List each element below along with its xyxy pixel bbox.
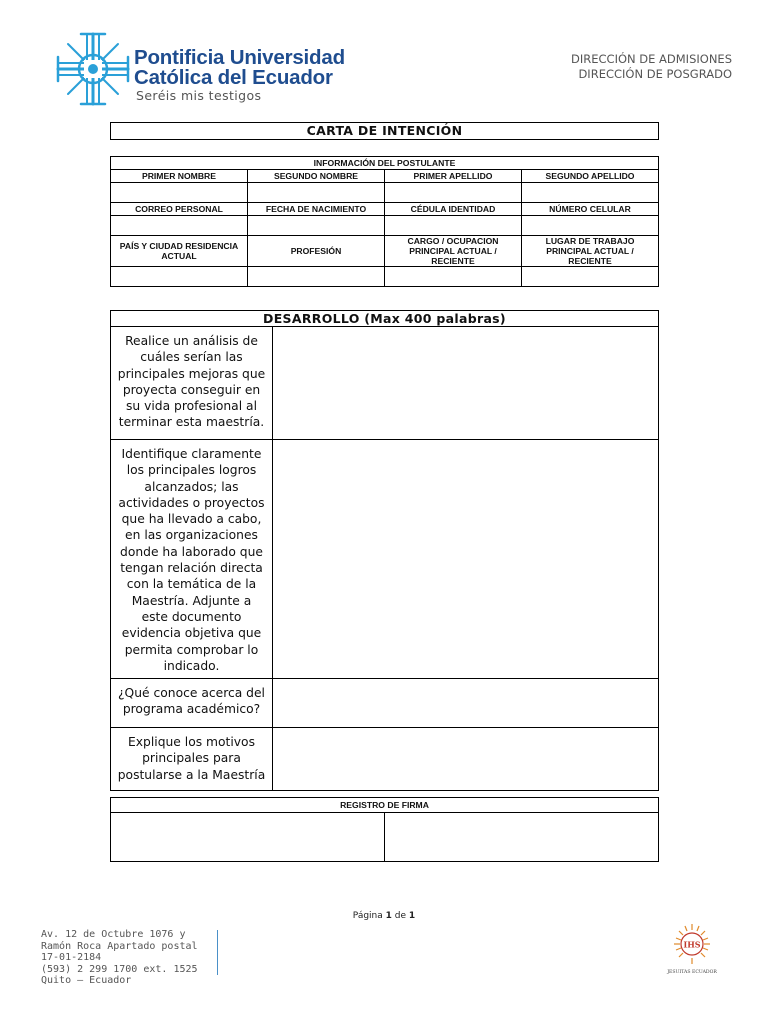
- label-lugar-trabajo: LUGAR DE TRABAJO PRINCIPAL ACTUAL / RECIENTE: [522, 236, 659, 267]
- question-motivos: Explique los motivos principales para postularse a la Maestría: [111, 728, 273, 791]
- field-lugar-trabajo[interactable]: [522, 267, 659, 287]
- page-current: 1: [385, 911, 392, 921]
- footer-divider: [217, 930, 218, 975]
- answer-mejoras[interactable]: [273, 327, 659, 440]
- signature-field-right[interactable]: [385, 813, 659, 862]
- label-cargo: CARGO / OCUPACION PRINCIPAL ACTUAL / RECIENTE: [385, 236, 522, 267]
- question-logros: Identifique claramente los principales logros alcanzados; las actividades o proyectos que ha llevado a cabo, en las organizaciones donde ha laborado que tengan relación directa con la temática de la Maestría. Adjunte a este documento evidencia objetiva que permita comprobar lo indicado.: [111, 440, 273, 679]
- document-title: CARTA DE INTENCIÓN: [110, 122, 659, 140]
- university-name-line2: Católica del Ecuador: [134, 66, 333, 89]
- address-line: 17-01-2184: [41, 952, 102, 964]
- label-primer-nombre: PRIMER NOMBRE: [111, 170, 248, 183]
- label-correo: CORREO PERSONAL: [111, 203, 248, 216]
- label-celular: NÚMERO CELULAR: [522, 203, 659, 216]
- field-segundo-apellido[interactable]: [522, 183, 659, 203]
- label-cedula: CÉDULA IDENTIDAD: [385, 203, 522, 216]
- signature-field-left[interactable]: [111, 813, 385, 862]
- university-logo: [54, 28, 354, 108]
- signature-heading: REGISTRO DE FIRMA: [111, 798, 659, 813]
- question-mejoras: Realice un análisis de cuáles serían las principales mejoras que proyecta conseguir en su vida profesional al terminar esta maestría.: [111, 327, 273, 440]
- university-name-line1: Pontificia Universidad: [134, 46, 345, 69]
- page-of: de: [394, 911, 407, 921]
- desarrollo-table: [110, 310, 659, 791]
- footer-address: [41, 929, 198, 987]
- dept-posgrado: DIRECCIÓN DE POSGRADO: [578, 67, 732, 81]
- label-segundo-apellido: SEGUNDO APELLIDO: [522, 170, 659, 183]
- field-celular[interactable]: [522, 216, 659, 236]
- signature-table: [110, 797, 659, 862]
- field-pais-ciudad[interactable]: [111, 267, 248, 287]
- seal-caption: JESUITAS ECUADOR: [667, 970, 717, 975]
- department-block: [571, 52, 732, 82]
- jesuit-seal-icon: [664, 920, 720, 976]
- page-word: Página: [352, 911, 383, 921]
- question-programa: ¿Qué conoce acerca del programa académico?: [111, 679, 273, 728]
- desarrollo-heading: DESARROLLO (Max 400 palabras): [111, 311, 659, 327]
- applicant-info-table: [110, 156, 659, 287]
- field-segundo-nombre[interactable]: [248, 183, 385, 203]
- answer-programa[interactable]: [273, 679, 659, 728]
- answer-motivos[interactable]: [273, 728, 659, 791]
- field-primer-nombre[interactable]: [111, 183, 248, 203]
- label-profesion: PROFESIÓN: [248, 236, 385, 267]
- address-city: Quito – Ecuador: [41, 975, 132, 987]
- field-cargo[interactable]: [385, 267, 522, 287]
- field-profesion[interactable]: [248, 267, 385, 287]
- label-fecha-nacimiento: FECHA DE NACIMIENTO: [248, 203, 385, 216]
- dept-admisiones: DIRECCIÓN DE ADMISIONES: [571, 52, 732, 66]
- field-correo[interactable]: [111, 216, 248, 236]
- label-pais-ciudad: PAÍS Y CIUDAD RESIDENCIA ACTUAL: [111, 236, 248, 267]
- answer-logros[interactable]: [273, 440, 659, 679]
- page-number: [0, 911, 768, 921]
- field-primer-apellido[interactable]: [385, 183, 522, 203]
- label-segundo-nombre: SEGUNDO NOMBRE: [248, 170, 385, 183]
- label-primer-apellido: PRIMER APELLIDO: [385, 170, 522, 183]
- applicant-info-heading: INFORMACIÓN DEL POSTULANTE: [111, 157, 659, 170]
- page-total: 1: [408, 911, 416, 921]
- address-line: Ramón Roca Apartado postal: [41, 940, 198, 952]
- seal-text: IHS: [683, 939, 701, 950]
- field-fecha-nacimiento[interactable]: [248, 216, 385, 236]
- university-tagline: Seréis mis testigos: [136, 88, 262, 103]
- address-phone: (593) 2 299 1700 ext. 1525: [41, 963, 198, 975]
- field-cedula[interactable]: [385, 216, 522, 236]
- address-line: Av. 12 de Octubre 1076 y: [41, 929, 186, 940]
- cross-star-icon: [54, 30, 132, 108]
